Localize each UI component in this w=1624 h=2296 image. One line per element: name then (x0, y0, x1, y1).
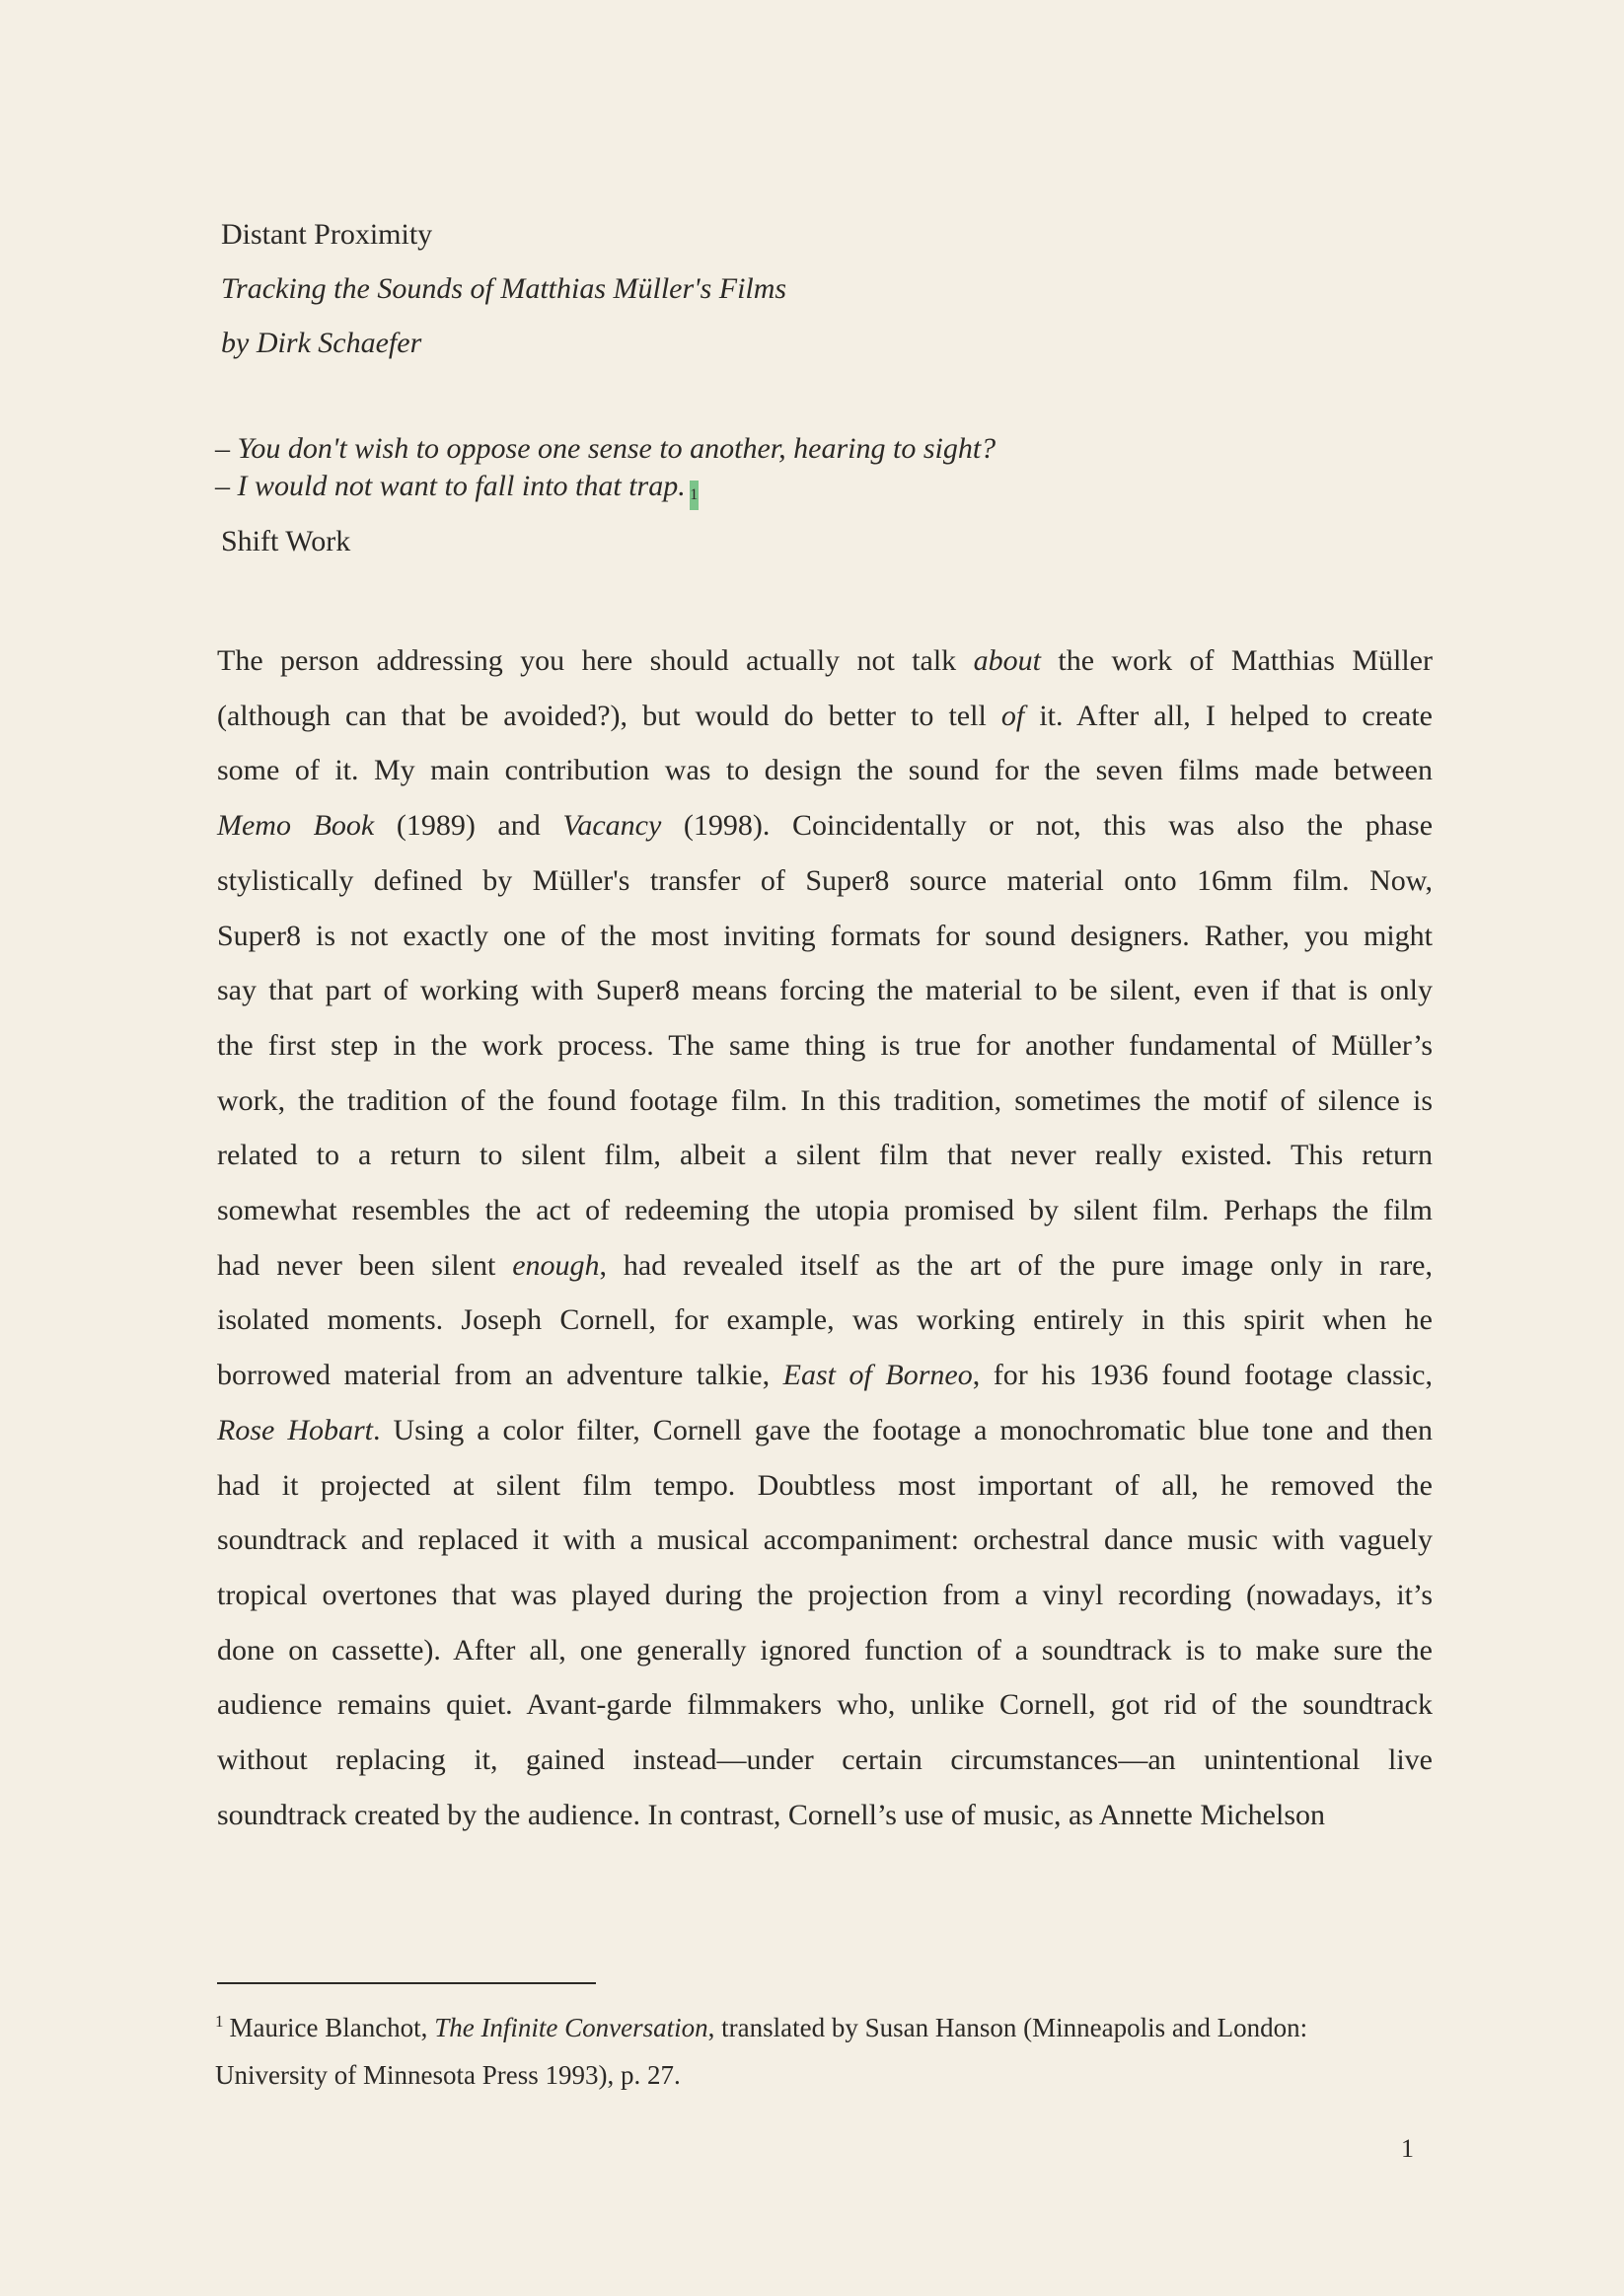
epigraph-line-answer (215, 468, 996, 510)
text-line: done on cassette). After all, one generally ignored function of a soundtrack is to make sure the (217, 1633, 1433, 1666)
footnote-line: $^1$ Maurice Blanchot, The Infinite Conversation, translated by Susan Hanson (Minneapolis and London: (215, 2012, 1308, 2042)
author-byline: by Dirk Schaefer (221, 327, 422, 359)
epigraph-answer-text: – I would not want to fall into that trap. (215, 470, 686, 502)
text-line: Rose Hobart. Using a color filter, Cornell gave the footage a monochromatic blue tone and then (217, 1413, 1434, 1446)
footnote-line: University of Minnesota Press 1993), p. 27. (215, 2060, 681, 2090)
text-line: say that part of working with Super8 means forcing the material to be silent, even if that is only (217, 974, 1433, 1007)
footnote-separator-rule (217, 1982, 596, 1984)
epigraph (215, 430, 996, 510)
text-line: stylistically defined by Müller's transfer of Super8 source material onto 16mm film. Now, (217, 863, 1433, 897)
text-line: soundtrack created by the audience. In contrast, Cornell’s use of music, as Annette Michelson (217, 1798, 1326, 1831)
text-line: somewhat resembles the act of redeeming the utopia promised by silent film. Perhaps the film (217, 1194, 1433, 1227)
document-subtitle: Tracking the Sounds of Matthias Müller's Films (221, 272, 787, 305)
text-line: without replacing it, gained instead—under certain circumstances—an unintentional live (217, 1743, 1433, 1777)
title-block (221, 207, 786, 370)
section-heading: Shift Work (221, 525, 351, 557)
text-line: related to a return to silent film, albeit a silent film that never really existed. This return (217, 1139, 1433, 1172)
text-line: work, the tradition of the found footage film. In this tradition, sometimes the motif of silence is (217, 1083, 1433, 1117)
text-line: the first step in the work process. The same thing is true for another fundamental of Müller’s (217, 1028, 1433, 1062)
text-line: soundtrack and replaced it with a musical accompaniment: orchestral dance music with vaguely (217, 1523, 1433, 1557)
text-line: borrowed material from an adventure talkie, East of Borneo, for his 1936 found footage classic, (217, 1359, 1433, 1392)
text-line: had never been silent enough, had revealed itself as the art of the pure image only in rare, (217, 1248, 1433, 1282)
text-line: Memo Book (1989) and Vacancy (1998). Coincidentally or not, this was also the phase (217, 809, 1434, 843)
footnote-book-title: The Infinite Conversation (434, 2013, 708, 2042)
text-line: isolated moments. Joseph Cornell, for example, was working entirely in this spirit when he (217, 1303, 1433, 1337)
text-line: had it projected at silent film tempo. Doubtless most important of all, he removed the (217, 1468, 1433, 1502)
page-number: 1 (1401, 2134, 1414, 2163)
text-line: some of it. My main contribution was to design the sound for the seven films made between (217, 754, 1433, 787)
footnote (215, 1998, 1431, 2099)
text-line: audience remains quiet. Avant-garde filmmakers who, unlike Cornell, got rid of the soundtrack (217, 1688, 1433, 1722)
document-title: Distant Proximity (221, 218, 433, 251)
footnote-number: 1 (215, 2012, 224, 2031)
epigraph-line-question: – You don't wish to oppose one sense to another, hearing to sight? (215, 432, 997, 465)
text-line: The person addressing you here should actually not talk about the work of Matthias Müller (217, 644, 1433, 677)
text-line: Super8 is not exactly one of the most inviting formats for sound designers. Rather, you might (217, 919, 1433, 952)
body-paragraph (217, 633, 1433, 1842)
text-line: tropical overtones that was played during the projection from a vinyl recording (nowadays, it’s (217, 1578, 1433, 1611)
footnote-reference-highlight[interactable]: 1 (690, 481, 699, 510)
text-line: (although can that be avoided?), but would do better to tell of it. After all, I helped to create (217, 699, 1433, 732)
